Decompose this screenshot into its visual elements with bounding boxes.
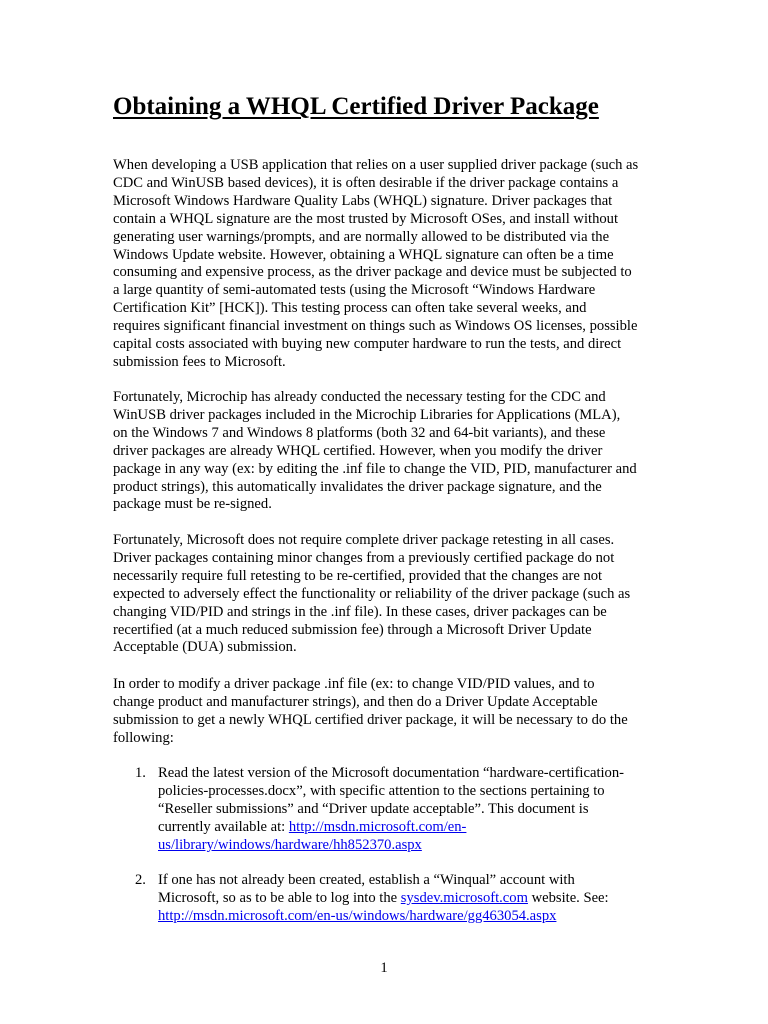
text-line: generating user warnings/prompts, and are normally allowed to be distributed via the <box>113 228 610 245</box>
text-line: Microsoft Windows Hardware Quality Labs (WHQL) signature. Driver packages that <box>113 192 613 209</box>
text-line: In order to modify a driver package .inf file (ex: to change VID/PID values, and to <box>113 676 595 692</box>
page-number: 1 <box>380 960 388 976</box>
text-line: Fortunately, Microsoft does not require complete driver package retesting in all cases. <box>113 532 615 548</box>
text-line: a large quantity of semi-automated tests (using the Microsoft “Windows Hardware <box>113 282 596 299</box>
text-line: contain a WHQL signature are the most trusted by Microsoft OSes, and install without <box>113 210 619 227</box>
text-line: on the Windows 7 and Windows 8 platforms (both 32 and 64-bit variants), and these <box>113 424 606 441</box>
text-line: WinUSB driver packages included in the Microchip Libraries for Applications (MLA), <box>113 406 621 423</box>
text-line: following: <box>113 729 174 746</box>
text-line: If one has not already been created, establish a “Winqual” account with <box>158 872 575 888</box>
text-line <box>158 819 624 837</box>
text-line: Certification Kit” [HCK]). This testing process can often take several weeks, and <box>113 300 587 317</box>
page-title: Obtaining a WHQL Certified Driver Package <box>113 93 599 120</box>
text-line: changing VID/PID and strings in the .inf file). In these cases, driver packages can be <box>113 603 607 620</box>
text-line: capital costs associated with buying new computer hardware to run the tests, and direct <box>113 336 622 353</box>
text-line: necessarily require full retesting to be re-certified, provided that the changes are not <box>113 567 603 584</box>
list-item-body <box>158 872 609 926</box>
text-line: package in any way (ex: by editing the .inf file to change the VID, PID, manufacturer and <box>113 460 637 477</box>
text-line: CDC and WinUSB based devices), it is often desirable if the driver package contains a <box>113 174 619 191</box>
text-fragment: Microsoft, so as to be able to log into the <box>158 889 401 906</box>
winqual-info-link[interactable]: http://msdn.microsoft.com/en-us/windows/hardware/gg463054.aspx <box>158 907 557 924</box>
text-line: product strings), this automatically invalidates the driver package signature, and the <box>113 478 602 495</box>
text-fragment: website. See: <box>527 889 609 906</box>
text-line: When developing a USB application that relies on a user supplied driver package (such as <box>113 157 639 173</box>
text-line: recertified (at a much reduced submission fee) through a Microsoft Driver Update <box>113 621 592 638</box>
list-number: 2. <box>135 872 146 888</box>
paragraph-procedure-intro <box>113 676 658 748</box>
text-line: requires significant financial investment on things such as Windows OS licenses, possible <box>113 318 638 335</box>
paragraph-microchip-testing <box>113 389 658 514</box>
hardware-policies-doc-link-continued[interactable]: us/library/windows/hardware/hh852370.aspx <box>158 836 422 853</box>
text-line: “Reseller submissions” and “Driver update acceptable”. This document is <box>158 800 589 817</box>
text-line: Driver packages containing minor changes from a previously certified package do not <box>113 549 615 566</box>
text-line: expected to adversely effect the functionality or reliability of the driver package (such as <box>113 585 631 602</box>
text-line: submission to get a newly WHQL certified driver package, it will be necessary to do the <box>113 711 628 728</box>
text-line <box>158 890 609 908</box>
text-line: Windows Update website. However, obtaining a WHQL signature can often be a time <box>113 246 614 263</box>
text-line: package must be re-signed. <box>113 496 272 513</box>
text-line: change product and manufacturer strings), and then do a Driver Update Acceptable <box>113 693 598 710</box>
text-line: driver packages are already WHQL certified. However, when you modify the driver <box>113 442 603 459</box>
text-line: Read the latest version of the Microsoft documentation “hardware-certification- <box>158 765 625 781</box>
paragraph-dua-overview <box>113 532 658 657</box>
text-line: Fortunately, Microchip has already conducted the necessary testing for the CDC and <box>113 389 606 405</box>
text-fragment: currently available at: <box>158 818 289 835</box>
hardware-policies-doc-link[interactable]: http://msdn.microsoft.com/en- <box>288 818 467 835</box>
list-number: 1. <box>135 765 146 781</box>
text-line: consuming and expensive process, as the driver package and device must be subjected to <box>113 264 632 281</box>
sysdev-link[interactable]: sysdev.microsoft.com <box>400 889 528 906</box>
list-item-body <box>158 765 624 855</box>
paragraph-intro <box>113 157 658 372</box>
text-line: submission fees to Microsoft. <box>113 353 286 370</box>
text-line: Acceptable (DUA) submission. <box>113 639 297 656</box>
text-line: policies-processes.docx”, with specific attention to the sections pertaining to <box>158 782 605 799</box>
